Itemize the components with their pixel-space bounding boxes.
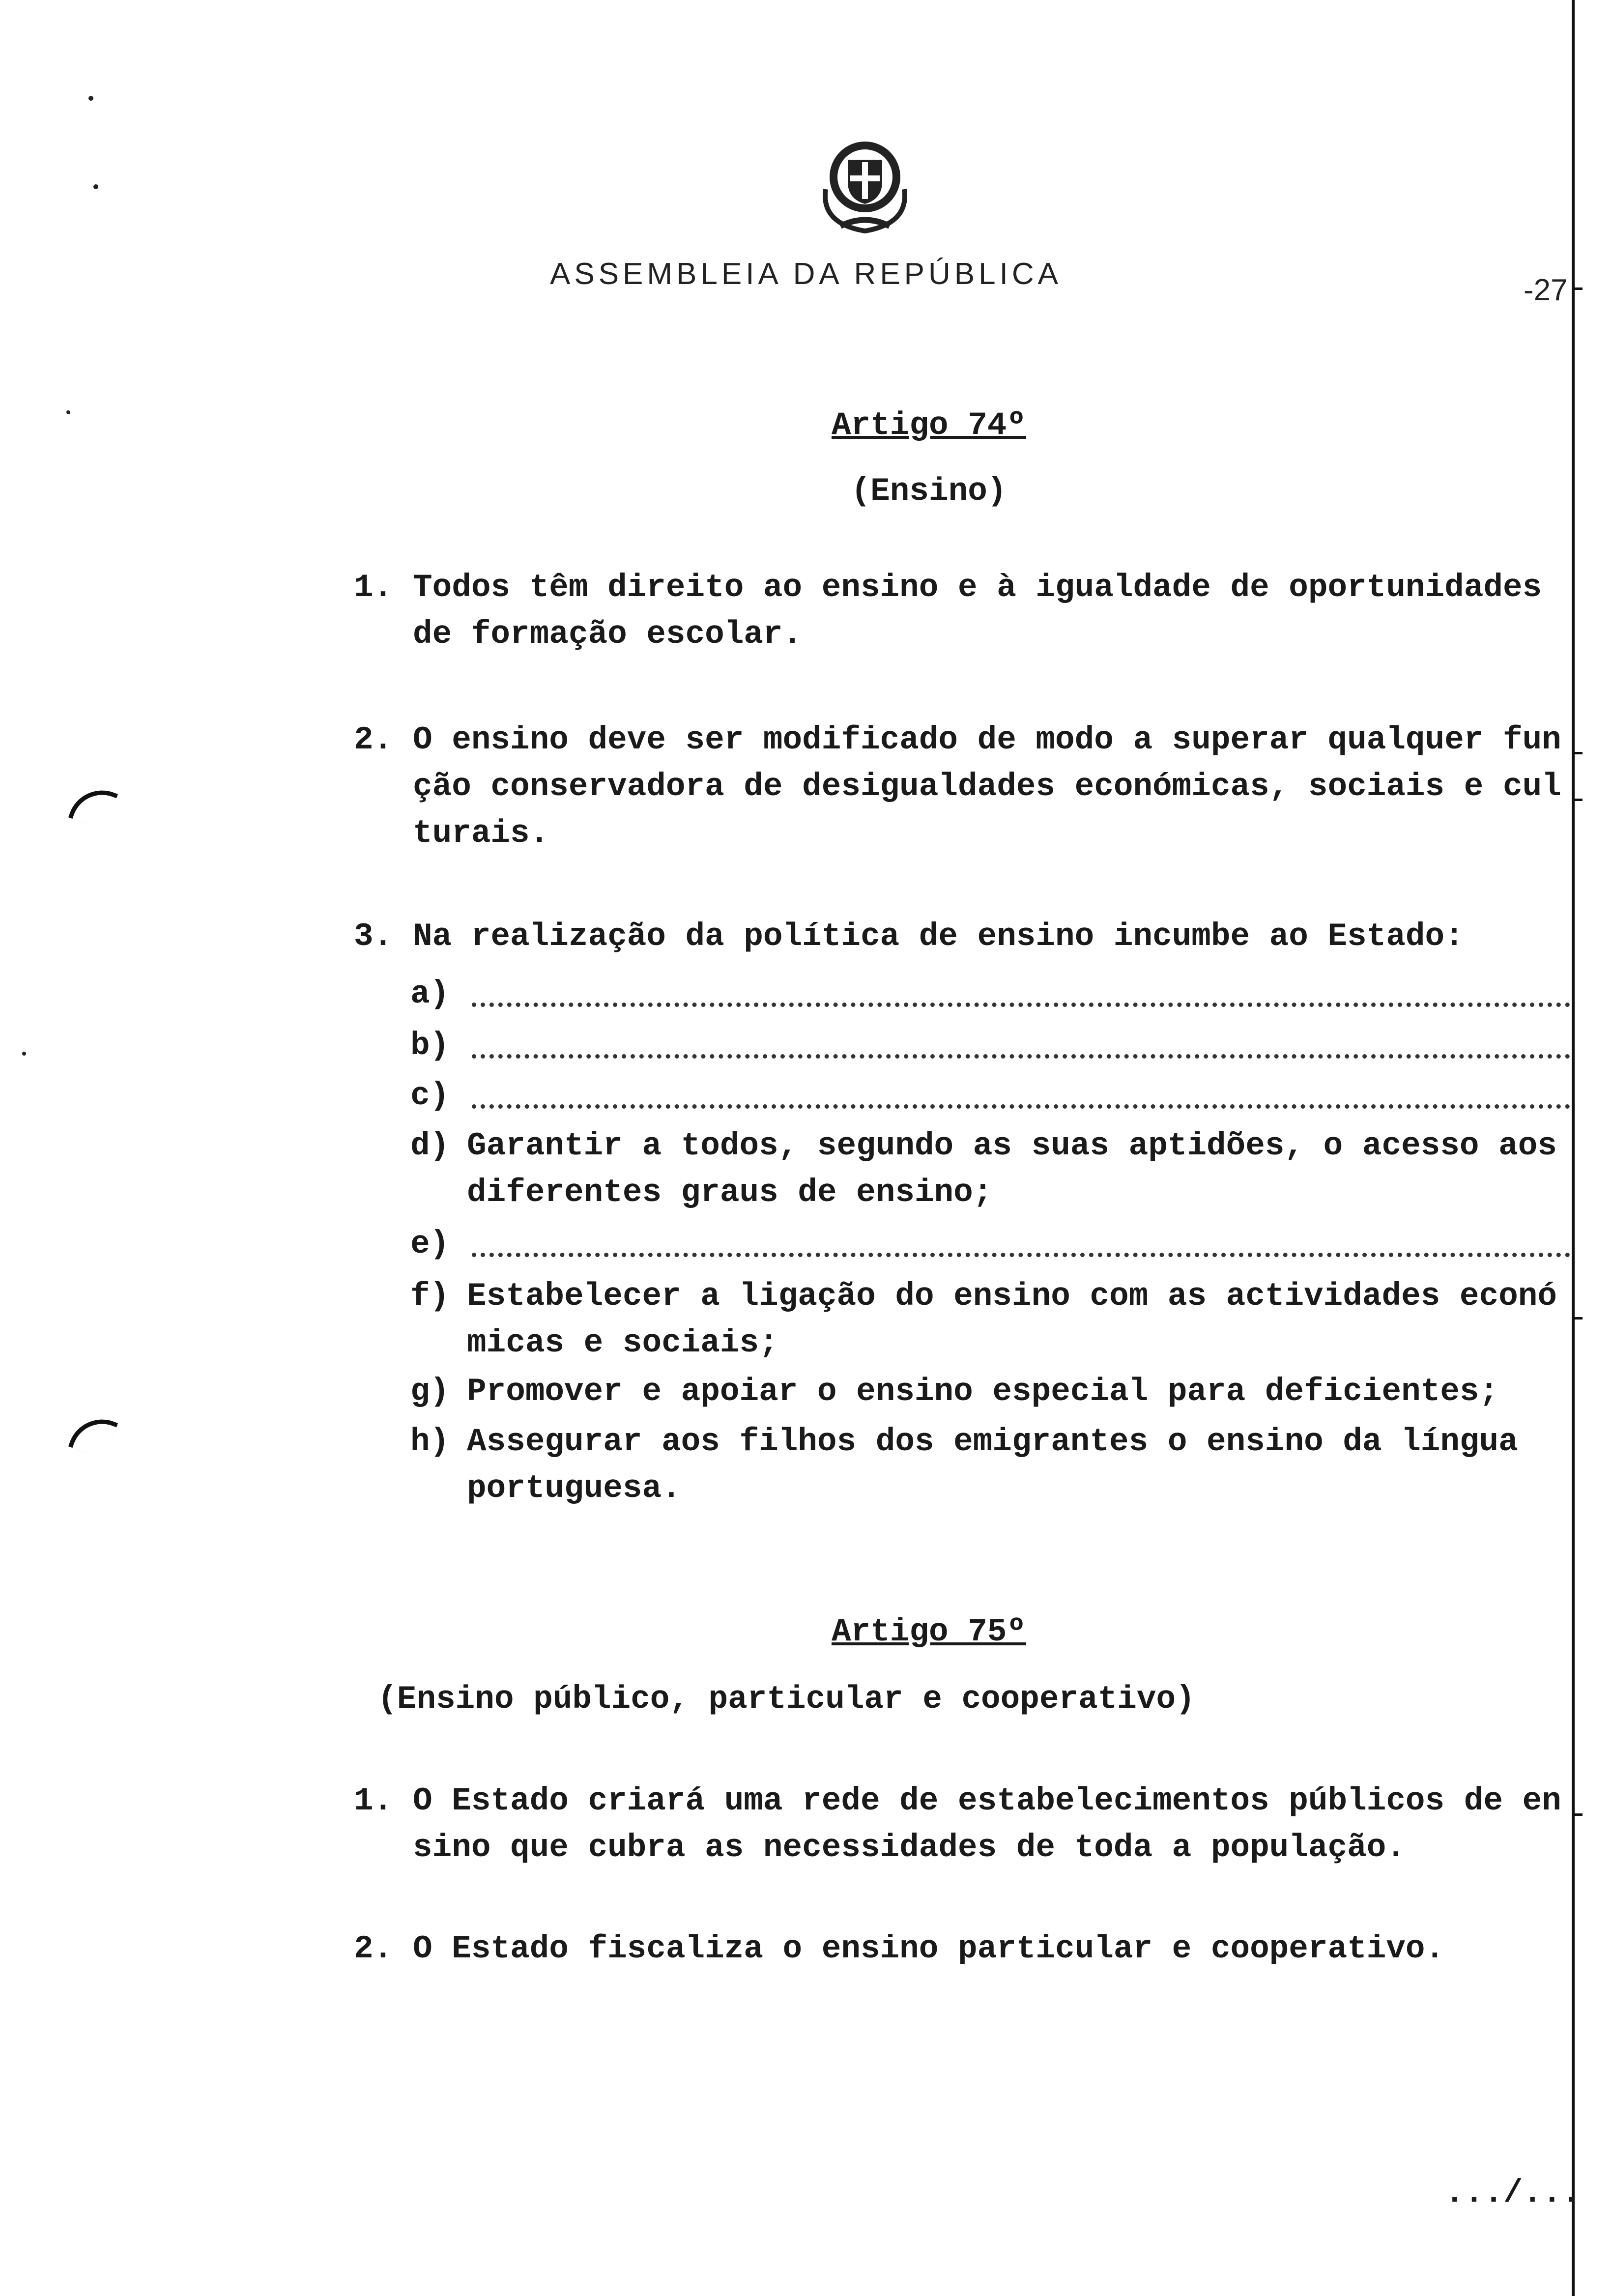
paragraph-line: O Estado fiscaliza o ensino particular e cooperativo. [413,1930,1445,1967]
coat-of-arms-icon [811,130,919,238]
scan-speck [88,96,93,101]
scan-speck [66,410,70,414]
scan-speck [22,1052,26,1056]
hyphen-mark [1573,799,1583,801]
paragraph-number: 1. [354,569,393,606]
item-letter: c) [410,1077,450,1114]
hyphen-mark [1573,1813,1583,1816]
paragraph-number: 1. [354,1782,393,1819]
paragraph-number: 2. [354,721,393,758]
article-75-subtitle: (Ensino público, particular e cooperativo) [377,1681,1195,1718]
article-74-title: Artigo 74º [831,407,1027,444]
article-75-title: Artigo 75º [831,1613,1027,1650]
paragraph-number: 3. [354,918,393,955]
paragraph-line: ção conservadora de desigualdades económicas, sociais e cul [413,768,1561,805]
paragraph-line: Todos têm direito ao ensino e à igualdade de oportunidades [413,569,1542,606]
paragraph-number: 2. [354,1930,393,1967]
paragraph-line: turais. [413,815,549,852]
item-line: Estabelecer a ligação do ensino com as actividades econó [467,1278,1557,1315]
dotted-leader [472,1099,1570,1109]
binder-hole-mark [68,781,118,831]
institution-header: ASSEMBLEIA DA REPÚBLICA [549,257,1062,291]
dotted-leader [472,1248,1570,1257]
item-line: micas e sociais; [467,1324,778,1361]
dotted-leader [472,998,1570,1007]
paragraph-line: de formação escolar. [413,616,803,653]
item-letter: g) [410,1373,450,1410]
item-line: portuguesa. [467,1470,681,1507]
article-74-subtitle: (Ensino) [851,473,1007,510]
right-margin-rule [1572,0,1575,2296]
dotted-leader [472,1049,1570,1059]
item-letter: f) [410,1278,450,1315]
hyphen-mark [1573,752,1583,754]
paragraph-line: Na realização da política de ensino incumbe ao Estado: [413,918,1464,955]
item-line: Promover e apoiar o ensino especial para deficientes; [467,1373,1499,1410]
item-line: Garantir a todos, segundo as suas aptidões, o acesso aos [467,1127,1557,1164]
item-letter: h) [410,1423,450,1460]
item-line: diferentes graus de ensino; [467,1174,993,1211]
paragraph-line: sino que cubra as necessidades de toda a população. [413,1829,1406,1866]
page-number: -27 [1524,273,1568,307]
continuation-mark: .../... [1445,2175,1582,2211]
page-number-tick [1573,287,1583,290]
hyphen-mark [1573,1317,1583,1320]
item-letter: a) [410,976,450,1012]
item-letter: d) [410,1127,450,1164]
item-letter: e) [410,1226,450,1263]
scan-speck [93,184,98,189]
item-line: Assegurar aos filhos dos emigrantes o ensino da língua [467,1423,1518,1460]
item-letter: b) [410,1027,450,1064]
binder-hole-mark [68,1410,118,1460]
paragraph-line: O ensino deve ser modificado de modo a superar qualquer fun [413,721,1561,758]
paragraph-line: O Estado criará uma rede de estabelecimentos públicos de en [413,1782,1561,1819]
